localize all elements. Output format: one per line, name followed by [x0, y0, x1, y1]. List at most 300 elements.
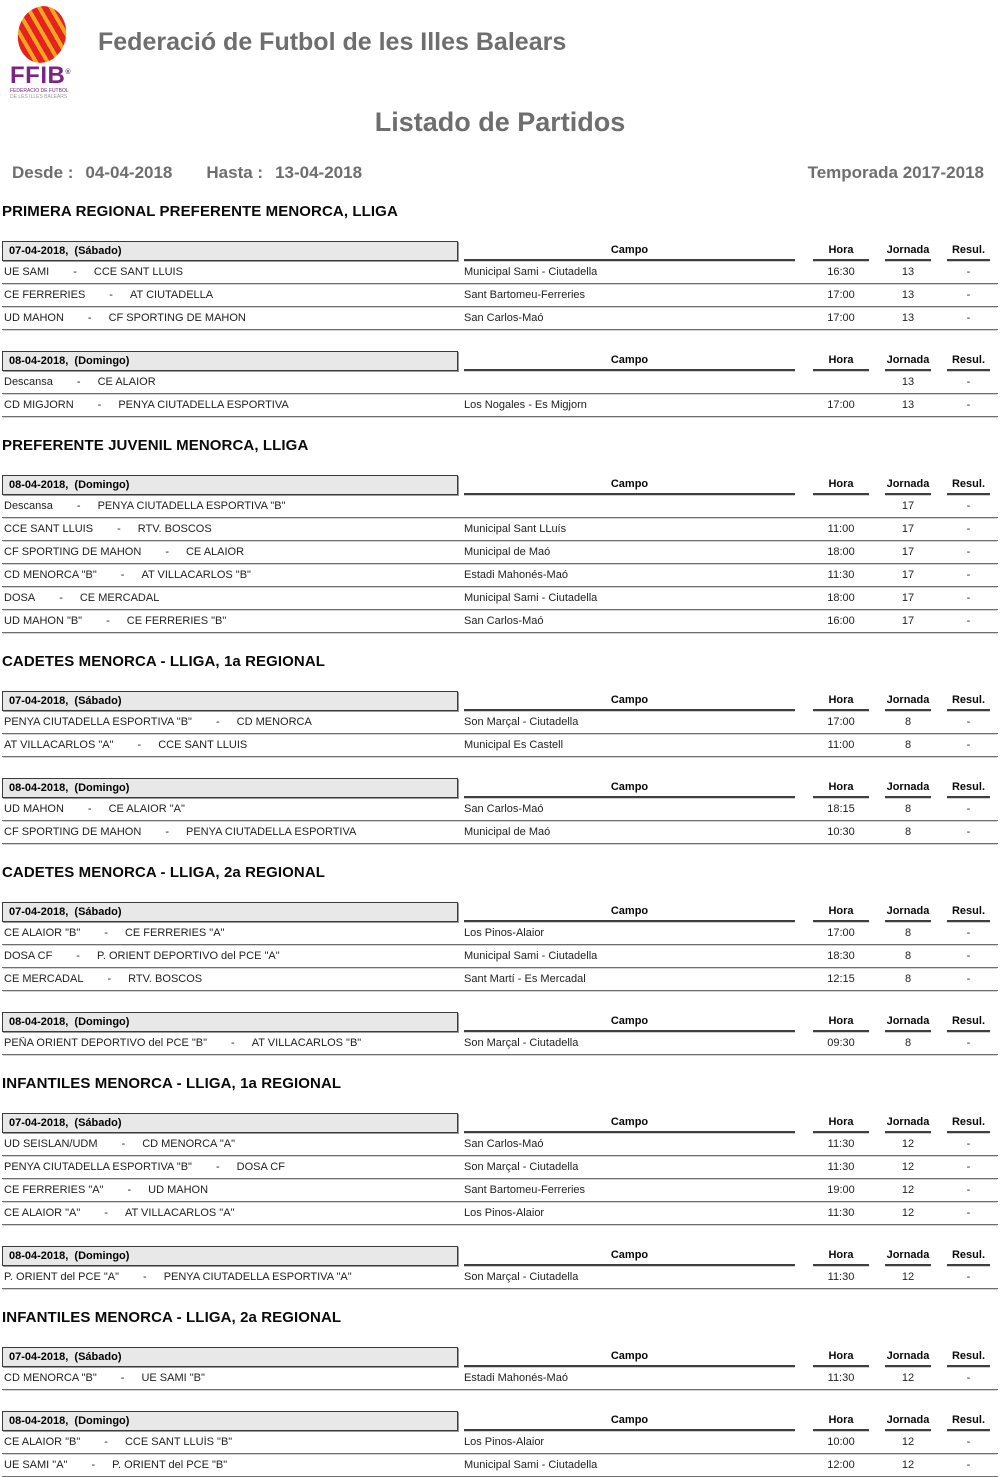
match-teams	[2, 1436, 460, 1448]
match-day-table	[2, 1008, 998, 1055]
home-team: CD MENORCA "B"	[4, 1372, 97, 1384]
resul-value: -	[966, 1161, 971, 1173]
org-title: Federació de Futbol de les Illes Balears	[98, 28, 567, 56]
resul-value: -	[966, 1372, 971, 1384]
column-header-resul: Resul.	[947, 244, 990, 261]
vs-dash: -	[165, 826, 169, 838]
league-tables	[2, 1109, 998, 1289]
column-header-resul: Resul.	[947, 1015, 990, 1032]
vs-dash: -	[120, 1372, 125, 1384]
vs-dash: -	[87, 803, 92, 815]
match-day-table	[2, 898, 998, 991]
date-header-cell: 08-04-2018, (Domingo)	[2, 1012, 458, 1032]
match-row	[2, 307, 998, 330]
resul-value: -	[966, 399, 971, 411]
resul-value: -	[966, 927, 971, 939]
match-row	[2, 1266, 998, 1289]
hora-value: 11:30	[827, 1207, 855, 1219]
hasta-label: Hasta :	[206, 163, 264, 182]
column-header-hora: Hora	[813, 694, 869, 711]
column-header-resul: Resul.	[947, 694, 990, 711]
match-row	[2, 1202, 998, 1225]
match-teams	[2, 716, 460, 728]
column-header-campo: Campo	[464, 694, 795, 711]
away-team: P. ORIENT del PCE "B"	[112, 1459, 228, 1471]
column-header-jornada: Jornada	[885, 694, 931, 711]
home-team: UD SEISLAN/UDM	[4, 1138, 98, 1150]
match-rows	[2, 1133, 998, 1225]
away-team: AT VILLACARLOS "A"	[124, 1207, 235, 1219]
match-teams	[2, 523, 460, 535]
match-day-table	[2, 687, 998, 757]
hora-value: 11:00	[827, 739, 855, 751]
jornada-value: 8	[904, 826, 912, 838]
away-team: CE ALAIOR "A"	[108, 803, 185, 815]
match-teams	[2, 1184, 460, 1196]
match-row	[2, 821, 998, 844]
vs-dash: -	[59, 592, 63, 604]
jornada-value: 12	[901, 1138, 915, 1150]
vs-dash: -	[121, 1138, 126, 1150]
column-header-hora: Hora	[813, 1414, 869, 1431]
match-rows	[2, 922, 998, 991]
table-header-row	[2, 1109, 998, 1133]
column-header-hora: Hora	[813, 1249, 869, 1266]
campo-value: Estadi Mahonés-Maó	[464, 569, 568, 581]
match-teams	[2, 739, 460, 751]
column-header-campo: Campo	[464, 1249, 795, 1266]
date-header-cell: 07-04-2018, (Sábado)	[2, 902, 458, 922]
match-row	[2, 394, 998, 417]
campo-value: Municipal de Maó	[464, 546, 551, 558]
match-row	[2, 610, 998, 633]
home-team: PEÑA ORIENT DEPORTIVO del PCE "B"	[4, 1037, 208, 1049]
jornada-value: 12	[901, 1207, 915, 1219]
match-teams	[2, 312, 460, 324]
away-team: PENYA CIUTADELLA ESPORTIVA	[185, 826, 357, 838]
vs-dash: -	[143, 1271, 147, 1283]
league-title: PREFERENTE JUVENIL MENORCA, LLIGA	[2, 437, 309, 454]
home-team: UE SAMI	[4, 266, 50, 278]
table-header-row	[2, 347, 998, 371]
resul-value: -	[966, 569, 971, 581]
table-header-row	[2, 687, 998, 711]
resul-value: -	[966, 312, 971, 324]
jornada-value: 8	[904, 716, 912, 728]
table-header-row	[2, 237, 998, 261]
jornada-value: 17	[901, 569, 915, 581]
hora-value: 17:00	[827, 289, 855, 301]
match-rows	[2, 261, 998, 330]
column-header-resul: Resul.	[947, 1350, 990, 1367]
hora-value: 11:30	[827, 1161, 855, 1173]
hora-value: 16:00	[827, 615, 855, 627]
jornada-value: 12	[901, 1161, 915, 1173]
jornada-value: 13	[901, 289, 915, 301]
match-teams	[2, 1372, 460, 1384]
campo-value: San Carlos-Maó	[464, 312, 544, 324]
column-header-resul: Resul.	[947, 478, 990, 495]
resul-value: -	[966, 615, 971, 627]
home-team: PENYA CIUTADELLA ESPORTIVA "B"	[4, 1161, 192, 1173]
table-header-row	[2, 1407, 998, 1431]
column-header-hora: Hora	[813, 244, 869, 261]
jornada-value: 12	[901, 1271, 915, 1283]
jornada-value: 12	[901, 1436, 915, 1448]
date-header-cell: 07-04-2018, (Sábado)	[2, 241, 458, 261]
campo-value: Son Marçal - Ciutadella	[464, 1271, 579, 1283]
column-header-hora: Hora	[813, 1350, 869, 1367]
vs-dash: -	[104, 1436, 108, 1448]
column-header-jornada: Jornada	[885, 1350, 931, 1367]
home-team: AT VILLACARLOS "A"	[4, 739, 114, 751]
resul-value: -	[966, 1138, 971, 1150]
column-header-campo: Campo	[464, 1116, 795, 1133]
away-team: AT CIUTADELLA	[129, 289, 214, 301]
column-header-jornada: Jornada	[885, 354, 931, 371]
campo-value: Los Pinos-Alaior	[464, 927, 545, 939]
resul-value: -	[966, 266, 971, 278]
match-row	[2, 1133, 998, 1156]
home-team: UD MAHON "B"	[4, 615, 83, 627]
match-teams	[2, 289, 460, 301]
jornada-value: 13	[901, 266, 915, 278]
hora-value: 11:30	[827, 1138, 855, 1150]
campo-value: Municipal de Maó	[464, 826, 551, 838]
league-section	[2, 437, 998, 633]
column-header-hora: Hora	[813, 1116, 869, 1133]
campo-value: Municipal Es Castell	[464, 739, 564, 751]
jornada-value: 12	[901, 1184, 915, 1196]
resul-value: -	[966, 1184, 971, 1196]
temporada-label: Temporada 2017-2018	[807, 163, 984, 182]
vs-dash: -	[137, 739, 142, 751]
resul-value: -	[966, 1207, 971, 1219]
vs-dash: -	[127, 1184, 132, 1196]
desde-value: 04-04-2018	[85, 163, 173, 182]
hora-value: 12:15	[827, 973, 855, 985]
match-rows	[2, 371, 998, 417]
hora-value: 11:30	[827, 1271, 855, 1283]
campo-value: Sant Bartomeu-Ferreries	[464, 1184, 586, 1196]
ffib-ball-icon	[13, 2, 72, 68]
home-team: Descansa	[4, 376, 53, 388]
match-row	[2, 1179, 998, 1202]
home-team: CF SPORTING DE MAHON	[4, 546, 142, 558]
away-team: PENYA CIUTADELLA ESPORTIVA "B"	[97, 500, 286, 512]
match-row	[2, 495, 998, 518]
vs-dash: -	[231, 1037, 235, 1049]
home-team: CF SPORTING DE MAHON	[4, 826, 142, 838]
home-team: CE FERRERIES	[4, 289, 86, 301]
registered-mark: ®	[65, 69, 71, 76]
league-tables	[2, 687, 998, 844]
match-day-table	[2, 1109, 998, 1225]
match-row	[2, 1367, 998, 1390]
away-team: CE ALAIOR	[97, 376, 156, 388]
league-section	[2, 864, 998, 1055]
home-team: CE ALAIOR "B"	[4, 927, 81, 939]
away-team: AT VILLACARLOS "B"	[251, 1037, 362, 1049]
column-header-hora: Hora	[813, 1015, 869, 1032]
match-day-table	[2, 471, 998, 633]
column-header-jornada: Jornada	[885, 1414, 931, 1431]
match-rows	[2, 798, 998, 844]
column-header-hora: Hora	[813, 781, 869, 798]
league-tables	[2, 898, 998, 1055]
date-header-cell: 07-04-2018, (Sábado)	[2, 1113, 458, 1133]
jornada-value: 13	[901, 376, 915, 388]
away-team: CE ALAIOR	[185, 546, 245, 558]
date-header-cell: 07-04-2018, (Sábado)	[2, 1347, 458, 1367]
hora-value: 17:00	[827, 312, 855, 324]
match-day-table	[2, 1407, 998, 1477]
campo-value: Municipal Sant LLuís	[464, 523, 567, 535]
jornada-value: 8	[904, 950, 912, 962]
match-row	[2, 371, 998, 394]
column-header-jornada: Jornada	[885, 1249, 931, 1266]
resul-value: -	[966, 1271, 971, 1283]
hora-value: 18:00	[827, 546, 855, 558]
away-team: UD MAHON	[148, 1184, 209, 1196]
match-rows	[2, 1266, 998, 1289]
date-range-row	[12, 163, 984, 183]
campo-value: San Carlos-Maó	[464, 615, 544, 627]
hora-value: 10:00	[827, 1436, 855, 1448]
match-teams	[2, 1207, 460, 1219]
match-row	[2, 968, 998, 991]
hora-value: 18:30	[827, 950, 855, 962]
resul-value: -	[966, 1436, 971, 1448]
campo-value: Sant Martí - Es Mercadal	[464, 973, 586, 985]
league-sections	[2, 203, 998, 1477]
home-team: CE ALAIOR "B"	[4, 1436, 81, 1448]
match-row	[2, 284, 998, 307]
vs-dash: -	[104, 1207, 108, 1219]
vs-dash: -	[73, 266, 77, 278]
match-row	[2, 564, 998, 587]
vs-dash: -	[107, 973, 112, 985]
masthead	[2, 6, 998, 100]
vs-dash: -	[76, 500, 81, 512]
column-header-jornada: Jornada	[885, 1015, 931, 1032]
column-header-campo: Campo	[464, 244, 795, 261]
column-header-hora: Hora	[813, 478, 869, 495]
vs-dash: -	[87, 312, 92, 324]
match-rows	[2, 711, 998, 757]
away-team: CD MENORCA "A"	[142, 1138, 235, 1150]
hora-value: 18:15	[827, 803, 855, 815]
vs-dash: -	[109, 289, 113, 301]
desde-label: Desde :	[12, 163, 74, 182]
home-team: DOSA CF	[4, 950, 53, 962]
jornada-value: 17	[901, 500, 915, 512]
table-header-row	[2, 1242, 998, 1266]
column-header-jornada: Jornada	[885, 781, 931, 798]
hora-value: 17:00	[827, 927, 855, 939]
home-team: CE MERCADAL	[4, 973, 84, 985]
jornada-value: 17	[901, 592, 915, 604]
jornada-value: 13	[901, 399, 915, 411]
match-row	[2, 734, 998, 757]
resul-value: -	[966, 739, 971, 751]
vs-dash: -	[106, 615, 110, 627]
league-tables	[2, 1343, 998, 1477]
column-header-hora: Hora	[813, 905, 869, 922]
resul-value: -	[966, 289, 971, 301]
hora-value: 16:30	[827, 266, 855, 278]
home-team: UD MAHON	[4, 803, 64, 815]
home-team: CE FERRERIES "A"	[4, 1184, 104, 1196]
away-team: UE SAMI "B"	[141, 1372, 205, 1384]
resul-value: -	[966, 950, 971, 962]
column-header-jornada: Jornada	[885, 478, 931, 495]
away-team: PENYA CIUTADELLA ESPORTIVA "A"	[163, 1271, 352, 1283]
table-header-row	[2, 471, 998, 495]
match-day-table	[2, 774, 998, 844]
match-teams	[2, 1459, 460, 1471]
resul-value: -	[966, 1459, 971, 1471]
resul-value: -	[966, 376, 971, 388]
match-teams	[2, 803, 460, 815]
column-header-campo: Campo	[464, 478, 795, 495]
table-header-row	[2, 774, 998, 798]
home-team: UE SAMI "A"	[4, 1459, 68, 1471]
away-team: CE FERRERIES "A"	[124, 927, 225, 939]
jornada-value: 13	[901, 312, 915, 324]
date-header-cell: 08-04-2018, (Domingo)	[2, 778, 458, 798]
home-team: Descansa	[4, 500, 53, 512]
vs-dash: -	[117, 523, 121, 535]
match-teams	[2, 615, 460, 627]
match-teams	[2, 399, 460, 411]
jornada-value: 17	[901, 615, 915, 627]
table-header-row	[2, 898, 998, 922]
match-row	[2, 922, 998, 945]
league-tables	[2, 471, 998, 633]
match-row	[2, 945, 998, 968]
date-header-cell: 08-04-2018, (Domingo)	[2, 1246, 458, 1266]
league-title: CADETES MENORCA - LLIGA, 1a REGIONAL	[2, 653, 326, 670]
match-teams	[2, 376, 460, 388]
match-row	[2, 518, 998, 541]
column-header-resul: Resul.	[947, 1414, 990, 1431]
ffib-logo-subline-2: DE LES ILLES BALEARS	[10, 94, 68, 100]
column-header-campo: Campo	[464, 1350, 795, 1367]
column-header-campo: Campo	[464, 905, 795, 922]
away-team: PENYA CIUTADELLA ESPORTIVA	[118, 399, 289, 411]
league-section	[2, 653, 998, 844]
jornada-value: 12	[901, 1372, 915, 1384]
league-section	[2, 1075, 998, 1289]
hora-value: 17:00	[827, 399, 855, 411]
resul-value: -	[966, 973, 971, 985]
away-team: CCE SANT LLUIS	[93, 266, 183, 278]
jornada-value: 17	[901, 546, 915, 558]
match-teams	[2, 592, 460, 604]
away-team: CCE SANT LLUIS	[158, 739, 248, 751]
home-team: P. ORIENT del PCE "A"	[4, 1271, 120, 1283]
resul-value: -	[966, 546, 971, 558]
home-team: CD MENORCA "B"	[4, 569, 97, 581]
campo-value: Municipal Sami - Ciutadella	[464, 592, 598, 604]
match-day-table	[2, 1343, 998, 1390]
table-header-row	[2, 1008, 998, 1032]
column-header-campo: Campo	[464, 1015, 795, 1032]
match-rows	[2, 1367, 998, 1390]
vs-dash: -	[76, 376, 81, 388]
away-team: CE MERCADAL	[79, 592, 160, 604]
hora-value: 18:00	[827, 592, 855, 604]
match-teams	[2, 927, 460, 939]
date-header-cell: 07-04-2018, (Sábado)	[2, 691, 458, 711]
vs-dash: -	[91, 1459, 96, 1471]
league-title: INFANTILES MENORCA - LLIGA, 2a REGIONAL	[2, 1309, 342, 1326]
jornada-value: 8	[904, 1037, 912, 1049]
ffib-logo-subline-1: FEDERACIÓ DE FUTBOL	[10, 88, 69, 94]
campo-value: Municipal Sami - Ciutadella	[464, 950, 598, 962]
home-team: CD MIGJORN	[4, 399, 74, 411]
home-team: DOSA	[4, 592, 36, 604]
match-teams	[2, 1271, 460, 1283]
match-day-table	[2, 237, 998, 330]
hora-value: 11:30	[827, 1372, 855, 1384]
vs-dash: -	[120, 569, 125, 581]
away-team: RTV. BOSCOS	[128, 973, 203, 985]
home-team: CCE SANT LLUIS	[4, 523, 94, 535]
away-team: CD MENORCA	[236, 716, 312, 728]
hora-value: 09:30	[827, 1037, 855, 1049]
vs-dash: -	[215, 1161, 220, 1173]
league-section	[2, 1309, 998, 1477]
match-row	[2, 1032, 998, 1055]
match-day-table	[2, 1242, 998, 1289]
campo-value: Los Pinos-Alaior	[464, 1207, 545, 1219]
resul-value: -	[966, 500, 971, 512]
column-header-resul: Resul.	[947, 354, 990, 371]
campo-value: Son Marçal - Ciutadella	[464, 716, 579, 728]
match-rows	[2, 1032, 998, 1055]
match-teams	[2, 950, 460, 962]
ffib-acronym: FFIB®	[10, 62, 71, 89]
resul-value: -	[966, 1037, 971, 1049]
league-title: INFANTILES MENORCA - LLIGA, 1a REGIONAL	[2, 1075, 342, 1092]
jornada-value: 12	[901, 1459, 915, 1471]
campo-value: Los Nogales - Es Migjorn	[464, 399, 587, 411]
match-teams	[2, 973, 460, 985]
hora-value: 11:30	[827, 569, 855, 581]
column-header-jornada: Jornada	[885, 1116, 931, 1133]
jornada-value: 17	[901, 523, 915, 535]
hora-value: 12:00	[827, 1459, 855, 1471]
match-teams	[2, 826, 460, 838]
match-row	[2, 1431, 998, 1454]
match-row	[2, 1156, 998, 1179]
jornada-value: 8	[904, 739, 912, 751]
vs-dash: -	[76, 950, 80, 962]
date-header-cell: 08-04-2018, (Domingo)	[2, 1411, 458, 1431]
resul-value: -	[966, 803, 971, 815]
campo-value: Municipal Sami - Ciutadella	[464, 1459, 598, 1471]
vs-dash: -	[97, 399, 102, 411]
match-rows	[2, 495, 998, 633]
column-header-campo: Campo	[464, 1414, 795, 1431]
match-teams	[2, 569, 460, 581]
column-header-resul: Resul.	[947, 905, 990, 922]
away-team: AT VILLACARLOS "B"	[141, 569, 251, 581]
jornada-value: 8	[904, 927, 912, 939]
column-header-resul: Resul.	[947, 781, 990, 798]
